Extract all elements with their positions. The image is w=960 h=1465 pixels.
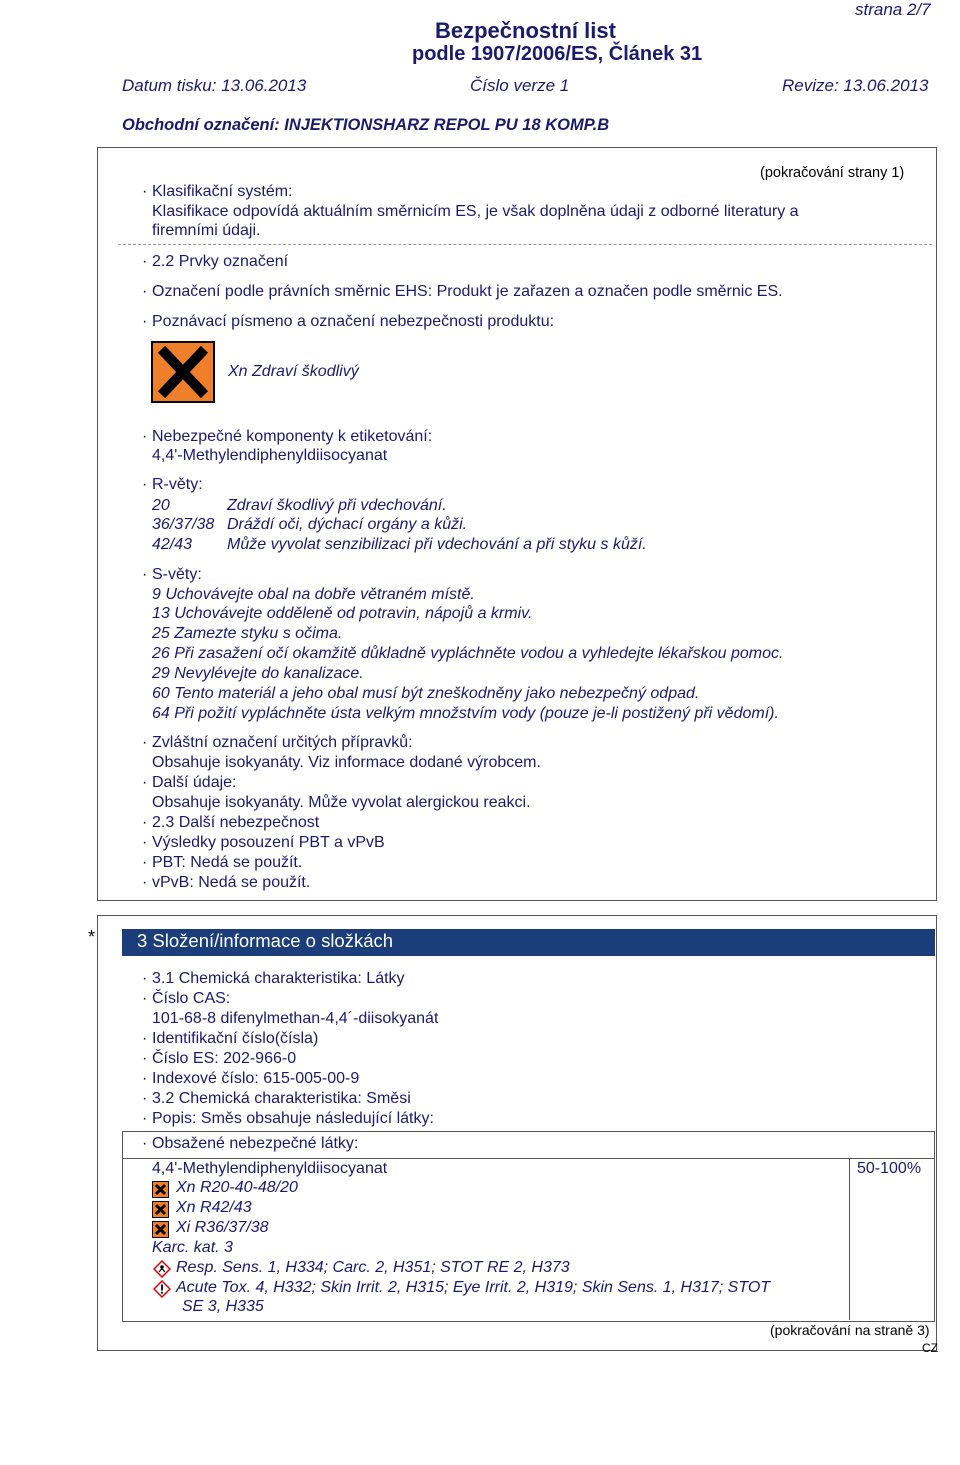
- classification-entry: Xn R20-40-48/20: [176, 1179, 298, 1196]
- harmful-small-icon: [152, 1201, 169, 1218]
- identification-heading: · Identifikační číslo(čísla): [142, 1029, 318, 1049]
- classification-label: [142, 182, 292, 202]
- language-code: CZ: [922, 1341, 938, 1355]
- r-phrase-text: Může vyvolat senzibilizaci při vdechování a při styku s kůží.: [227, 536, 647, 553]
- s-phrase: 9 Uchovávejte obal na dobře větraném místě.: [152, 586, 475, 603]
- special-labeling-heading: · Zvláštní označení určitých přípravků:: [142, 733, 413, 753]
- harmful-small-icon: [152, 1181, 169, 1198]
- additional-info-text: Obsahuje isokyanáty. Může vyvolat alergickou reakci.: [152, 794, 531, 811]
- r-phrase-text: Dráždí oči, dýchací orgány a kůži.: [227, 516, 468, 533]
- r-phrase-code: 42/43: [152, 536, 193, 553]
- print-date: Datum tisku: 13.06.2013: [122, 76, 307, 95]
- substance-concentration: 50-100%: [857, 1160, 922, 1177]
- r-phrase-code: 36/37/38: [152, 516, 215, 533]
- continuation-note: (pokračování strany 1): [760, 165, 905, 181]
- carcinogen-category: Karc. kat. 3: [152, 1239, 233, 1256]
- classification-entry: Xn R42/43: [176, 1199, 252, 1216]
- page-number: strana 2/7: [855, 0, 931, 19]
- vpvb-line: · vPvB: Nedá se použít.: [142, 873, 310, 893]
- s-phrase: 64 Při požití vypláchněte ústa velkým množstvím vody (pouze je-li postižený při vědomí).: [152, 705, 779, 722]
- classification-entry: Xi R36/37/38: [176, 1219, 269, 1236]
- description: · Popis: Směs obsahuje následující látky:: [142, 1109, 434, 1129]
- s-phrase: 29 Nevylévejte do kanalizace.: [152, 665, 364, 682]
- hazard-symbol-label: Xn Zdraví škodlivý: [228, 363, 359, 380]
- section-3-title: 3 Složení/informace o složkách: [137, 930, 394, 951]
- pbt-assessment-heading: · Výsledky posouzení PBT a vPvB: [142, 833, 385, 853]
- es-number: · Číslo ES: 202-966-0: [142, 1049, 296, 1069]
- harmful-hazard-icon: [151, 341, 215, 403]
- pbt-line: · PBT: Nedá se použít.: [142, 853, 302, 873]
- table-heading: · Obsažené nebezpečné látky:: [142, 1134, 358, 1154]
- substance-name: 4,4'-Methylendiphenyldiisocyanat: [152, 1160, 388, 1177]
- cas-text: 101-68-8 difenylmethan-4,4´-diisokyanát: [152, 1010, 439, 1027]
- s-phrase: 13 Uchovávejte odděleně od potravin, nápojů a krmiv.: [152, 605, 533, 622]
- ghs-classification: Acute Tox. 4, H332; Skin Irrit. 2, H315; Eye Irrit. 2, H319; Skin Sens. 1, H317; STOT: [176, 1279, 771, 1296]
- dangerous-components-heading: · Nebezpečné komponenty k etiketování:: [142, 427, 432, 447]
- classification-text-2: firemními údaji.: [152, 222, 261, 239]
- classification-text-1: Klasifikace odpovídá aktuálním směrnicím ES, je však doplněna údaji z odborné literatury a: [152, 203, 799, 220]
- other-hazards-heading: · 2.3 Další nebezpečnost: [142, 813, 319, 833]
- chem-characteristic-heading: · 3.1 Chemická charakteristika: Látky: [142, 969, 405, 989]
- trade-name: Obchodní označení: INJEKTIONSHARZ REPOL PU 18 KOMP.B: [122, 116, 610, 134]
- chem-characteristic-mixture-heading: · 3.2 Chemická charakteristika: Směsi: [142, 1089, 411, 1109]
- revision-date: Revize: 13.06.2013: [782, 76, 929, 95]
- r-phrase-text: Zdraví škodlivý při vdechování.: [227, 497, 447, 514]
- s-phrase: 60 Tento materiál a jeho obal musí být zneškodněny jako nebezpečný odpad.: [152, 685, 700, 702]
- dashed-divider: [118, 244, 932, 245]
- label-elements-heading: · 2.2 Prvky označení: [142, 252, 288, 272]
- version-number: Číslo verze 1: [470, 76, 570, 95]
- ghs-classification: Resp. Sens. 1, H334; Carc. 2, H351; STOT RE 2, H373: [176, 1259, 570, 1276]
- ghs-classification-continued: SE 3, H335: [182, 1298, 264, 1315]
- additional-info-heading: · Další údaje:: [142, 773, 237, 793]
- r-phrases-heading: · R-věty:: [142, 475, 203, 495]
- continuation-footer: (pokračování na straně 3): [770, 1322, 930, 1338]
- s-phrases-heading: · S-věty:: [142, 565, 202, 585]
- special-labeling-text: Obsahuje isokyanáty. Viz informace dodané výrobcem.: [152, 754, 541, 771]
- exclamation-mark-icon: [153, 1280, 171, 1298]
- classification-label-text: Klasifikační systém:: [152, 183, 293, 200]
- index-number: · Indexové číslo: 615-005-00-9: [142, 1069, 359, 1089]
- s-phrase: 26 Při zasažení očí okamžitě důkladně vypláchněte vodou a vyhledejte lékařskou pomoc.: [152, 645, 784, 662]
- changed-marker: *: [88, 927, 96, 947]
- s-phrase: 25 Zamezte styku s očima.: [152, 625, 343, 642]
- document-title: Bezpečnostní list: [435, 18, 616, 43]
- health-hazard-icon: [153, 1260, 171, 1278]
- ehs-labeling: · Označení podle právních směrnic EHS: Produkt je zařazen a označen podle směrnic ES.: [142, 282, 783, 302]
- document-subtitle: podle 1907/2006/ES, Článek 31: [412, 43, 703, 65]
- table-column-divider: [849, 1158, 850, 1320]
- cas-heading: · Číslo CAS:: [142, 989, 230, 1009]
- dangerous-component: 4,4'-Methylendiphenyldiisocyanat: [152, 447, 388, 464]
- hazard-letter-heading: · Poznávací písmeno a označení nebezpečnosti produktu:: [142, 312, 554, 332]
- irritant-small-icon: [152, 1221, 169, 1238]
- r-phrase-code: 20: [152, 497, 170, 514]
